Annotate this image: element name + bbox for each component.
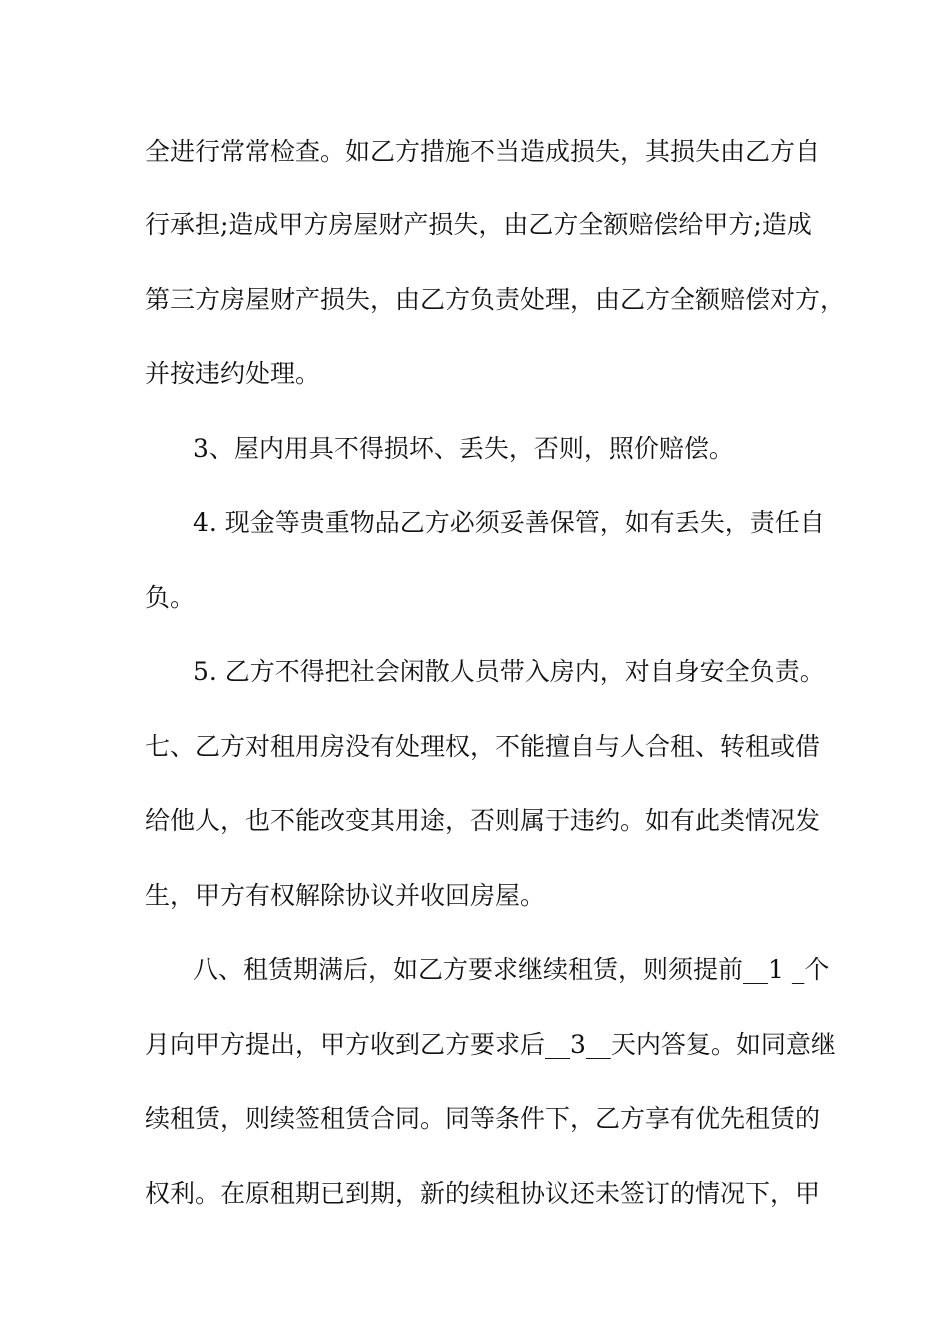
text-line: 给他人，也不能改变其用途，否则属于违约。如有此类情况发 <box>145 806 821 835</box>
text-line: 第三方房屋财产损失，由乙方负责处理，由乙方全额赔偿对方， <box>145 285 846 314</box>
text-line: 3、屋内用具不得损坏、丢失，否则，照价赔偿。 <box>193 434 734 463</box>
text-line: 5. 乙方不得把社会闲散人员带入房内，对自身安全负责。 <box>193 657 825 686</box>
text-line: 并按违约处理。 <box>145 359 321 388</box>
text-line: 负。 <box>145 583 196 612</box>
text-line: 月向甲方提出，甲方收到乙方要求后__3__天内答复。如同意继 <box>145 1030 836 1059</box>
text-line: 七、乙方对租用房没有处理权，不能擅自与人合租、转租或借 <box>145 732 821 761</box>
text-line: 4. 现金等贵重物品乙方必须妥善保管，如有丢失，责任自 <box>193 508 825 537</box>
text-line: 行承担;造成甲方房屋财产损失，由乙方全额赔偿给甲方;造成 <box>145 210 812 239</box>
text-line: 全进行常常检查。如乙方措施不当造成损失，其损失由乙方自 <box>145 137 821 166</box>
text-line: 生，甲方有权解除协议并收回房屋。 <box>145 881 546 910</box>
text-line: 续租赁，则续签租赁合同。同等条件下，乙方享有优先租赁的 <box>145 1104 821 1133</box>
text-line: 权利。在原租期已到期，新的续租协议还未签订的情况下，甲 <box>145 1179 821 1208</box>
text-line: 八、租赁期满后，如乙方要求继续租赁，则须提前__1 _个 <box>193 955 830 984</box>
